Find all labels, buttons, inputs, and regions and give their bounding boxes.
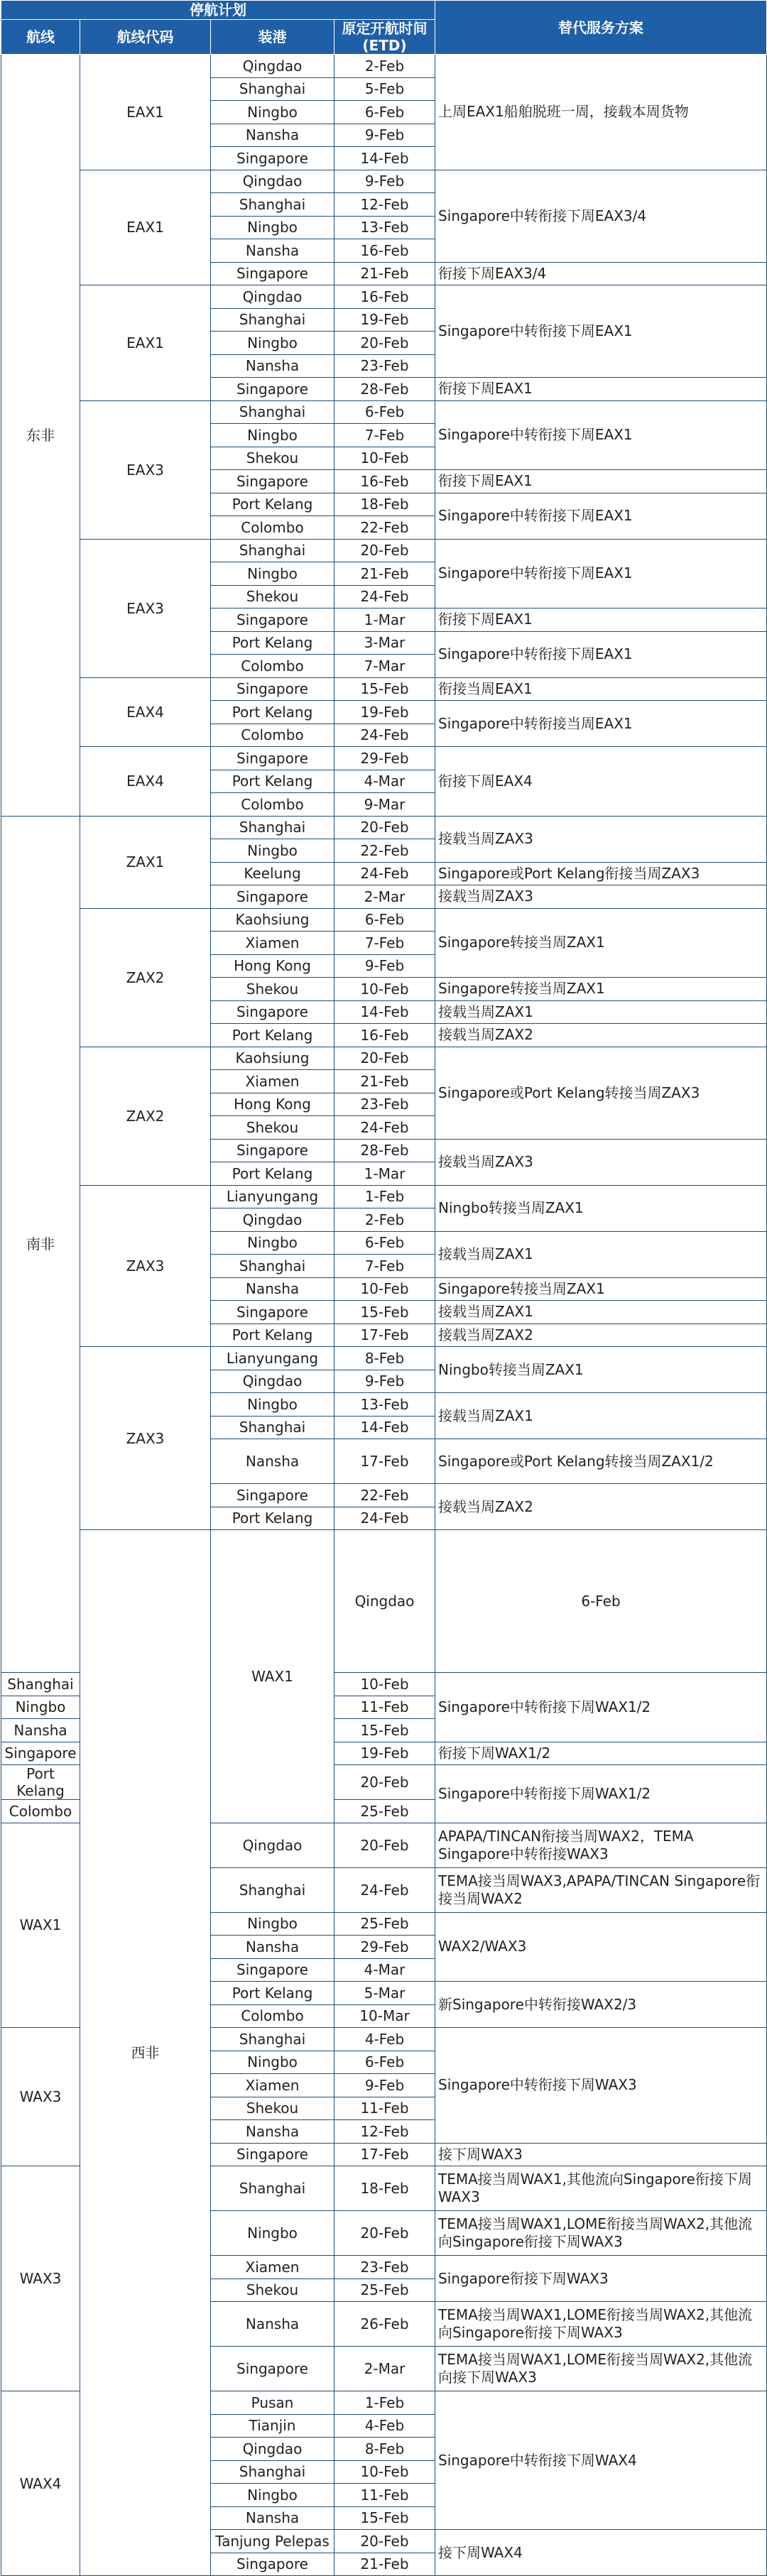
etd-cell: 8-Feb <box>334 1347 435 1370</box>
alternative-plan-cell: TEMA接当周WAX3,APAPA/TINCAN Singapore衔接当周WAX2 <box>435 1867 767 1912</box>
etd-cell: 1-Mar <box>334 608 435 632</box>
service-code-cell: WAX1 <box>1 1823 80 2028</box>
etd-cell: 4-Feb <box>334 2028 435 2051</box>
loading-port-cell: Lianyungang <box>211 1185 334 1208</box>
etd-cell: 6-Feb <box>334 101 435 124</box>
loading-port-cell: Port Kelang <box>211 1982 334 2005</box>
etd-cell: 20-Feb <box>334 1765 435 1800</box>
service-code-cell: EAX1 <box>80 55 211 170</box>
loading-port-cell: Shanghai <box>211 193 334 217</box>
loading-port-cell: Colombo <box>1 1800 80 1823</box>
etd-cell: 9-Feb <box>334 124 435 147</box>
etd-cell: 19-Feb <box>334 308 435 332</box>
loading-port-cell: Port Kelang <box>211 1024 334 1047</box>
etd-cell: 4-Mar <box>334 1958 435 1982</box>
etd-cell: 2-Mar <box>334 2347 435 2391</box>
loading-port-cell: Qingdao <box>334 1530 435 1673</box>
etd-cell: 9-Feb <box>334 954 435 978</box>
loading-port-cell: Shekou <box>211 2278 334 2302</box>
alternative-plan-cell: 接下周WAX4 <box>435 2530 767 2576</box>
loading-port-cell: Singapore <box>211 470 334 493</box>
etd-cell: 20-Feb <box>334 2211 435 2256</box>
loading-port-cell: Singapore <box>211 378 334 401</box>
service-code-cell: EAX4 <box>80 677 211 747</box>
loading-port-cell: Xiamen <box>211 1070 334 1093</box>
etd-cell: 9-Mar <box>334 793 435 817</box>
loading-port-cell: Shanghai <box>211 1255 334 1278</box>
etd-cell: 21-Feb <box>334 562 435 586</box>
etd-cell: 18-Feb <box>334 493 435 516</box>
loading-port-cell: Ningbo <box>211 839 334 863</box>
etd-cell: 7-Feb <box>334 932 435 955</box>
alternative-plan-header: 替代服务方案 <box>435 1 767 55</box>
loading-port-cell: Shanghai <box>1 1673 80 1696</box>
suspension-schedule-table <box>1 0 767 2576</box>
etd-cell: 6-Feb <box>334 1231 435 1255</box>
loading-port-cell: Qingdao <box>211 1823 334 1867</box>
alternative-plan-cell: 接载当周ZAX2 <box>435 1024 767 1047</box>
loading-port-cell: Hong Kong <box>211 1093 334 1116</box>
etd-cell: 6-Feb <box>334 2051 435 2074</box>
loading-port-cell: Ningbo <box>211 1912 334 1936</box>
loading-port-cell: Nansha <box>211 2302 334 2347</box>
alternative-plan-cell: Singapore或Port Kelang衔接当周ZAX3 <box>435 862 767 885</box>
loading-port-cell: Ningbo <box>211 2051 334 2074</box>
loading-port-cell: Shanghai <box>211 400 334 424</box>
loading-port-cell: Singapore <box>211 885 334 909</box>
route-header: 航线 <box>1 20 80 55</box>
etd-cell: 25-Feb <box>334 2278 435 2302</box>
loading-port-cell: Shekou <box>211 1116 334 1140</box>
loading-port-cell: Nansha <box>211 1277 334 1301</box>
loading-port-cell: Colombo <box>211 516 334 540</box>
table-row <box>1 539 767 562</box>
etd-cell: 10-Feb <box>334 1673 435 1696</box>
loading-port-cell: Shanghai <box>211 539 334 562</box>
alternative-plan-cell: 新Singapore中转衔接WAX2/3 <box>435 1982 767 2028</box>
alternative-plan-cell: TEMA接当周WAX1,LOME衔接当周WAX2,其他流向Singapore衔接下周WAX3 <box>435 2302 767 2347</box>
loading-port-cell: Qingdao <box>211 1370 334 1393</box>
etd-cell: 28-Feb <box>334 1139 435 1162</box>
loading-port-cell: Ningbo <box>211 1231 334 1255</box>
table-row <box>1 1530 767 1673</box>
loading-port-cell: Singapore <box>211 147 334 170</box>
etd-cell: 9-Feb <box>334 170 435 193</box>
etd-cell: 25-Feb <box>334 1800 435 1823</box>
service-code-header: 航线代码 <box>80 20 211 55</box>
loading-port-cell: Ningbo <box>211 2484 334 2507</box>
loading-port-cell: Singapore <box>211 262 334 285</box>
etd-cell: 22-Feb <box>334 1484 435 1507</box>
etd-cell: 17-Feb <box>334 1439 435 1484</box>
table-row <box>1 55 767 78</box>
etd-cell: 20-Feb <box>334 332 435 355</box>
etd-cell: 20-Feb <box>334 539 435 562</box>
loading-port-cell: Singapore <box>211 1958 334 1982</box>
alternative-plan-cell: Singapore或Port Kelang转接当周ZAX3 <box>435 1047 767 1139</box>
service-code-cell: ZAX3 <box>80 1185 211 1347</box>
etd-cell: 10-Feb <box>334 2460 435 2484</box>
table-row <box>1 1047 767 1070</box>
alternative-plan-cell: 衔接下周EAX1 <box>435 608 767 632</box>
loading-port-cell: Shekou <box>211 447 334 470</box>
alternative-plan-cell: Singapore中转衔接下周EAX3/4 <box>435 170 767 262</box>
table-row <box>1 170 767 193</box>
table-row <box>1 908 767 932</box>
loading-port-cell: Shanghai <box>211 77 334 101</box>
loading-port-cell: Keelung <box>211 862 334 885</box>
etd-cell: 6-Feb <box>334 908 435 932</box>
loading-port-cell: Ningbo <box>1 1696 80 1719</box>
loading-port-cell: Singapore <box>211 1301 334 1324</box>
table-header <box>1 1 767 55</box>
alternative-plan-cell: Ningbo转接当周ZAX1 <box>435 1185 767 1231</box>
etd-cell: 26-Feb <box>334 2302 435 2347</box>
alternative-plan-cell: 接载当周ZAX3 <box>435 816 767 862</box>
alternative-plan-cell: 接载当周ZAX3 <box>435 1139 767 1185</box>
etd-cell: 23-Feb <box>334 354 435 378</box>
loading-port-cell: Shanghai <box>211 1416 334 1439</box>
etd-cell: 24-Feb <box>334 1116 435 1140</box>
loading-port-cell: Pusan <box>211 2391 334 2415</box>
suspension-plan-group-header: 停航计划 <box>1 1 435 20</box>
loading-port-cell: Colombo <box>211 724 334 747</box>
loading-port-cell: Nansha <box>211 239 334 263</box>
etd-cell: 21-Feb <box>334 262 435 285</box>
loading-port-cell: Xiamen <box>211 2256 334 2279</box>
service-code-cell: EAX1 <box>80 285 211 401</box>
table-body <box>1 55 767 2576</box>
alternative-plan-cell: 上周EAX1船舶脱班一周，接载本周货物 <box>435 55 767 170</box>
loading-port-cell: Ningbo <box>211 562 334 586</box>
etd-cell: 23-Feb <box>334 2256 435 2279</box>
etd-cell: 7-Feb <box>334 424 435 447</box>
loading-port-cell: Kaohsiung <box>211 1047 334 1070</box>
etd-cell: 1-Feb <box>334 1185 435 1208</box>
loading-port-cell: Port Kelang <box>211 1162 334 1186</box>
loading-port-cell: Qingdao <box>211 285 334 309</box>
service-code-cell: ZAX1 <box>80 816 211 908</box>
loading-port-cell: Port Kelang <box>211 770 334 793</box>
etd-cell: 15-Feb <box>334 1719 435 1742</box>
loading-port-cell: Shanghai <box>211 2460 334 2484</box>
loading-port-cell: Singapore <box>211 1139 334 1162</box>
alternative-plan-cell: Singapore衔接下周WAX3 <box>435 2256 767 2302</box>
alternative-plan-cell: Singapore中转衔接下周WAX3 <box>435 2028 767 2144</box>
loading-port-cell: Shanghai <box>211 1867 334 1912</box>
alternative-plan-cell: TEMA接当周WAX1,LOME衔接当周WAX2,其他流向接下周WAX3 <box>435 2347 767 2391</box>
etd-cell: 2-Feb <box>334 55 435 78</box>
alternative-plan-cell: 接载当周ZAX1 <box>435 1393 767 1439</box>
loading-port-cell: Port Kelang <box>211 1507 334 1530</box>
etd-cell: 20-Feb <box>334 2530 435 2553</box>
alternative-plan-cell: Singapore中转衔接下周EAX1 <box>435 539 767 608</box>
loading-port-cell: Qingdao <box>211 1208 334 1232</box>
service-code-cell: EAX3 <box>80 539 211 677</box>
etd-cell: 4-Mar <box>334 770 435 793</box>
table-row <box>1 400 767 424</box>
etd-cell: 2-Feb <box>334 1208 435 1232</box>
etd-cell: 12-Feb <box>334 2120 435 2144</box>
table-row <box>1 677 767 701</box>
alternative-plan-cell: Singapore中转衔接下周WAX1/2 <box>435 1765 767 1823</box>
loading-port-cell: Qingdao <box>211 55 334 78</box>
loading-port-cell: Singapore <box>211 2553 334 2576</box>
loading-port-cell: Tanjung Pelepas <box>211 2530 334 2553</box>
alternative-plan-cell: APAPA/TINCAN衔接当周WAX2，TEMA Singapore中转衔接WAX3 <box>435 1823 767 1867</box>
loading-port-cell: Qingdao <box>211 170 334 193</box>
etd-cell: 25-Feb <box>334 1912 435 1936</box>
etd-cell: 9-Feb <box>334 1370 435 1393</box>
loading-port-cell: Shanghai <box>211 308 334 332</box>
etd-cell: 10-Feb <box>334 1277 435 1301</box>
etd-cell: 5-Mar <box>334 1982 435 2005</box>
table-row <box>1 1347 767 1370</box>
alternative-plan-cell: Singapore或Port Kelang转接当周ZAX1/2 <box>435 1439 767 1484</box>
etd-cell: 24-Feb <box>334 862 435 885</box>
loading-port-cell: Nansha <box>211 124 334 147</box>
etd-cell: 28-Feb <box>334 378 435 401</box>
etd-cell: 14-Feb <box>334 1416 435 1439</box>
etd-cell: 9-Feb <box>334 2074 435 2097</box>
etd-cell: 5-Feb <box>334 77 435 101</box>
loading-port-cell: Nansha <box>211 1439 334 1484</box>
etd-cell: 1-Feb <box>334 2391 435 2415</box>
loading-port-cell: Singapore <box>1 1742 80 1765</box>
loading-port-cell: Shanghai <box>211 816 334 839</box>
loading-port-cell: Singapore <box>211 2143 334 2166</box>
etd-cell: 24-Feb <box>334 1867 435 1912</box>
route-region-cell: 南非 <box>1 816 80 1673</box>
etd-cell: 11-Feb <box>334 1696 435 1719</box>
service-code-cell: ZAX3 <box>80 1347 211 1530</box>
loading-port-cell: Ningbo <box>211 332 334 355</box>
alternative-plan-cell: Singapore中转衔接下周EAX1 <box>435 400 767 470</box>
service-code-cell: WAX3 <box>1 2028 80 2166</box>
etd-cell: 18-Feb <box>334 2166 435 2211</box>
etd-cell: 22-Feb <box>334 516 435 540</box>
etd-cell: 3-Mar <box>334 631 435 655</box>
etd-cell: 13-Feb <box>334 216 435 239</box>
alternative-plan-cell: Ningbo转接当周ZAX1 <box>435 1347 767 1393</box>
etd-cell: 20-Feb <box>334 1823 435 1867</box>
loading-port-cell: Singapore <box>211 677 334 701</box>
service-code-cell: EAX4 <box>80 747 211 817</box>
etd-cell: 10-Mar <box>334 2004 435 2028</box>
loading-port-cell: Singapore <box>211 608 334 632</box>
etd-cell: 29-Feb <box>334 747 435 770</box>
alternative-plan-cell: Singapore转接当周ZAX1 <box>435 908 767 978</box>
alternative-plan-cell: WAX2/WAX3 <box>435 1912 767 1982</box>
loading-port-cell: Port Kelang <box>211 701 334 724</box>
etd-cell: 16-Feb <box>334 239 435 263</box>
loading-port-cell: Kaohsiung <box>211 908 334 932</box>
service-code-cell: ZAX2 <box>80 908 211 1047</box>
etd-cell: 16-Feb <box>334 1024 435 1047</box>
loading-port-cell: Qingdao <box>211 2438 334 2461</box>
loading-port-cell: Tianjin <box>211 2414 334 2438</box>
loading-port-cell: Singapore <box>211 1000 334 1024</box>
alternative-plan-cell: TEMA接当周WAX1,LOME衔接当周WAX2,其他流向Singapore衔接下周WAX3 <box>435 2211 767 2256</box>
etd-cell: 15-Feb <box>334 2506 435 2530</box>
table-row <box>1 285 767 309</box>
route-region-cell: 西非 <box>80 1530 211 2576</box>
etd-cell: 20-Feb <box>334 1047 435 1070</box>
etd-cell: 10-Feb <box>334 978 435 1001</box>
loading-port-cell: Colombo <box>211 655 334 678</box>
etd-cell: 10-Feb <box>334 447 435 470</box>
loading-port-cell: Ningbo <box>211 424 334 447</box>
alternative-plan-cell: TEMA接当周WAX1,其他流向Singapore衔接下周WAX3 <box>435 2166 767 2211</box>
etd-cell: 14-Feb <box>334 147 435 170</box>
service-code-cell: WAX1 <box>211 1530 334 1823</box>
etd-cell: 22-Feb <box>334 839 435 863</box>
table-row <box>1 747 767 770</box>
service-code-cell: ZAX2 <box>80 1047 211 1185</box>
table-row <box>1 816 767 839</box>
route-region-cell: 东非 <box>1 55 80 817</box>
alternative-plan-cell: 接载当周ZAX1 <box>435 1000 767 1024</box>
table-row <box>1 1185 767 1208</box>
alternative-plan-cell: 衔接下周EAX4 <box>435 747 767 817</box>
service-code-cell: EAX3 <box>80 400 211 539</box>
loading-port-cell: Shekou <box>211 978 334 1001</box>
etd-cell: 7-Feb <box>334 1255 435 1278</box>
loading-port-cell: Ningbo <box>211 2211 334 2256</box>
etd-cell: 2-Mar <box>334 885 435 909</box>
etd-cell: 24-Feb <box>334 585 435 608</box>
alternative-plan-cell: 衔接下周EAX1 <box>435 470 767 493</box>
etd-cell: 13-Feb <box>334 1393 435 1417</box>
loading-port-cell: Nansha <box>211 1936 334 1959</box>
alternative-plan-cell: Singapore中转衔接下周WAX1/2 <box>435 1673 767 1742</box>
etd-cell: 20-Feb <box>334 816 435 839</box>
etd-cell: 6-Feb <box>435 1530 767 1673</box>
alternative-plan-cell: Singapore中转衔接下周EAX1 <box>435 285 767 378</box>
alternative-plan-cell: 接下周WAX3 <box>435 2143 767 2166</box>
etd-cell: 7-Mar <box>334 655 435 678</box>
alternative-plan-cell: 衔接下周EAX1 <box>435 378 767 401</box>
loading-port-cell: Shekou <box>211 585 334 608</box>
loading-port-cell: Ningbo <box>211 1393 334 1417</box>
etd-cell: 21-Feb <box>334 2553 435 2576</box>
loading-port-cell: Xiamen <box>211 932 334 955</box>
loading-port-cell: Colombo <box>211 2004 334 2028</box>
etd-cell: 12-Feb <box>334 193 435 217</box>
loading-port-cell: Nansha <box>211 2120 334 2144</box>
alternative-plan-cell: 衔接当周EAX1 <box>435 677 767 701</box>
alternative-plan-cell: Singapore中转衔接下周EAX1 <box>435 631 767 677</box>
loading-port-cell: Nansha <box>1 1719 80 1742</box>
loading-port-cell: Xiamen <box>211 2074 334 2097</box>
alternative-plan-cell: Singapore转接当周ZAX1 <box>435 978 767 1001</box>
etd-cell: 16-Feb <box>334 470 435 493</box>
etd-cell: 15-Feb <box>334 677 435 701</box>
etd-cell: 21-Feb <box>334 1070 435 1093</box>
service-code-cell: WAX3 <box>1 2166 80 2391</box>
etd-cell: 8-Feb <box>334 2438 435 2461</box>
loading-port-cell: Shanghai <box>211 2166 334 2211</box>
alternative-plan-cell: 接载当周ZAX2 <box>435 1324 767 1347</box>
alternative-plan-cell: 接载当周ZAX1 <box>435 1231 767 1277</box>
loading-port-cell: Port Kelang <box>211 631 334 655</box>
loading-port-cell: Shanghai <box>211 2028 334 2051</box>
etd-cell: 19-Feb <box>334 701 435 724</box>
etd-header: 原定开航时间 (ETD) <box>334 20 435 55</box>
loading-port-cell: Shekou <box>211 2097 334 2120</box>
loading-port-cell: Hong Kong <box>211 954 334 978</box>
etd-cell: 17-Feb <box>334 1324 435 1347</box>
loading-port-cell: Singapore <box>211 2347 334 2391</box>
etd-cell: 19-Feb <box>334 1742 435 1765</box>
etd-cell: 1-Mar <box>334 1162 435 1186</box>
loading-port-cell: Port Kelang <box>1 1765 80 1800</box>
alternative-plan-cell: 衔接下周EAX3/4 <box>435 262 767 285</box>
alternative-plan-cell: Singapore转接当周ZAX1 <box>435 1277 767 1301</box>
etd-cell: 17-Feb <box>334 2143 435 2166</box>
etd-cell: 29-Feb <box>334 1936 435 1959</box>
loading-port-cell: Ningbo <box>211 101 334 124</box>
loading-port-cell: Colombo <box>211 793 334 817</box>
etd-cell: 24-Feb <box>334 724 435 747</box>
loading-port-cell: Ningbo <box>211 216 334 239</box>
etd-cell: 4-Feb <box>334 2414 435 2438</box>
etd-cell: 15-Feb <box>334 1301 435 1324</box>
loading-port-cell: Port Kelang <box>211 493 334 516</box>
loading-port-header: 装港 <box>211 20 334 55</box>
etd-cell: 11-Feb <box>334 2484 435 2507</box>
loading-port-cell: Singapore <box>211 747 334 770</box>
etd-cell: 11-Feb <box>334 2097 435 2120</box>
loading-port-cell: Lianyungang <box>211 1347 334 1370</box>
alternative-plan-cell: Singapore中转衔接下周EAX1 <box>435 493 767 539</box>
etd-cell: 23-Feb <box>334 1093 435 1116</box>
etd-cell: 24-Feb <box>334 1507 435 1530</box>
etd-cell: 16-Feb <box>334 285 435 309</box>
service-code-cell: EAX1 <box>80 170 211 285</box>
loading-port-cell: Nansha <box>211 2506 334 2530</box>
alternative-plan-cell: Singapore中转衔接当周EAX1 <box>435 701 767 747</box>
loading-port-cell: Port Kelang <box>211 1324 334 1347</box>
service-code-cell: WAX4 <box>1 2391 80 2576</box>
etd-cell: 14-Feb <box>334 1000 435 1024</box>
alternative-plan-cell: 衔接下周WAX1/2 <box>435 1742 767 1765</box>
loading-port-cell: Singapore <box>211 1484 334 1507</box>
loading-port-cell: Nansha <box>211 354 334 378</box>
alternative-plan-cell: 接载当周ZAX3 <box>435 885 767 909</box>
alternative-plan-cell: 接载当周ZAX2 <box>435 1484 767 1530</box>
etd-cell: 6-Feb <box>334 400 435 424</box>
alternative-plan-cell: Singapore中转衔接下周WAX4 <box>435 2391 767 2530</box>
alternative-plan-cell: 接载当周ZAX1 <box>435 1301 767 1324</box>
